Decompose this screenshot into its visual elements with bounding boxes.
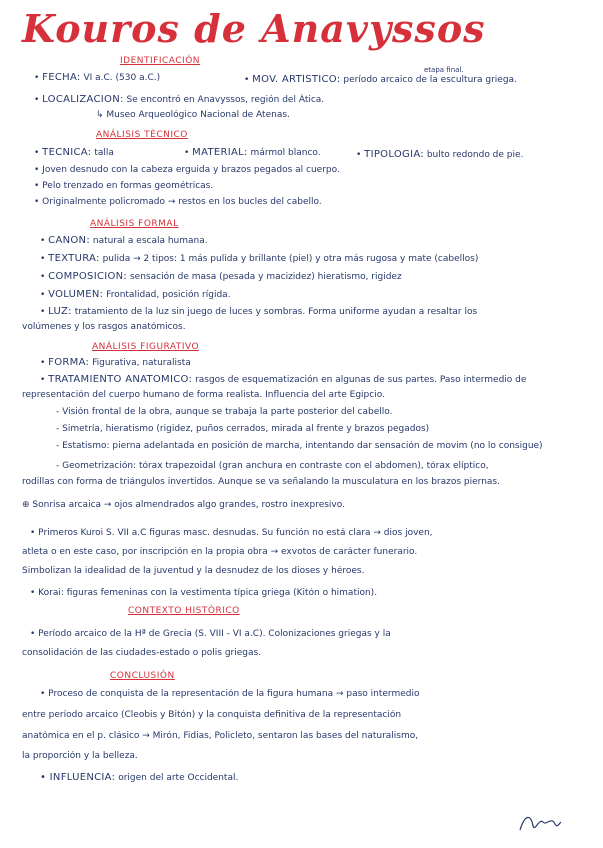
historical-line-1: • Período arcaico de la Hª de Grecia (S. VIII - VI a.C). Colonizaciones griegas y la (30, 629, 391, 639)
fecha-line: • FECHA: VI a.C. (530 a.C.) (34, 72, 161, 83)
fecha-value: VI a.C. (530 a.C.) (83, 73, 161, 83)
technical-text-1: Joven desnudo con la cabeza erguida y brazos pegados al cuerpo. (42, 165, 340, 175)
luz-line: • LUZ: tratamiento de la luz sin juego de luces y sombras. Forma uniforme ayudan a resaltar los (40, 306, 478, 317)
korai-line: • Korai: figuras femeninas con la vestimenta típica griega (Kitón o himation). (30, 588, 378, 598)
kouroi-line-1: • Primeros Kuroi S. VII a.C figuras masc. desnudas. Su función no está clara → dios joven, (30, 528, 433, 538)
technical-text-3: Originalmente policromado → restos en los bucles del cabello. (42, 197, 322, 207)
material-value: mármol blanco. (250, 148, 321, 158)
canon-line: • CANON: natural a escala humana. (40, 235, 208, 246)
material-line: • MATERIAL: mármol blanco. (184, 147, 321, 158)
composicion-value: sensación de masa (pesada y macizidez) hieratismo, rigidez (129, 272, 402, 282)
forma-line: • FORMA: Figurativa, naturalista (40, 357, 191, 368)
heading-conclusion: CONCLUSIÓN (110, 671, 175, 681)
heading-historical: CONTEXTO HISTÓRICO (128, 606, 240, 616)
mov-line: • MOV. ARTÍSTICO: período arcaico de la escultura griega. (244, 74, 517, 85)
luz-label: LUZ: (48, 306, 72, 317)
tratamiento-value: rasgos de esquematización en algunas de sus partes. Paso intermedio de (195, 375, 527, 385)
conclusion-line-4: la proporción y la belleza. (22, 751, 138, 761)
technical-line-2: • Pelo trenzado en formas geométricas. (34, 181, 214, 191)
mov-note: etapa final. (424, 66, 464, 74)
kouroi-line-2: atleta o en este caso, por inscripción en la propia obra → exvotos de carácter funerario. (22, 547, 418, 557)
figurative-sub-1: - Visión frontal de la obra, aunque se trabaja la parte posterior del cabello. (56, 407, 393, 417)
museum-line: ↳ Museo Arqueológico Nacional de Atenas. (96, 110, 290, 120)
composicion-line: • COMPOSICIÓN: sensación de masa (pesada y macizidez) hieratismo, rigidez (40, 271, 402, 282)
luz-line-2: volúmenes y los rasgos anatómicos. (22, 322, 186, 332)
volumen-label: VOLUMEN: (48, 289, 104, 300)
page-title: Kouros de Anavyssos (22, 6, 486, 51)
tecnica-label: TÉCNICA: (42, 147, 92, 158)
influencia-line (40, 772, 238, 784)
historical-line-2: consolidación de las ciudades-estado o polis griegas. (22, 648, 262, 658)
textura-value: pulida → 2 tipos: 1 más pulida y brillante (piel) y otra más rugosa y mate (cabellos) (102, 254, 479, 264)
textura-label: TEXTURA: (48, 253, 100, 264)
tratamiento-line-2: representación del cuerpo humano de forma realista. Influencia del arte Egipcio. (22, 390, 385, 400)
volumen-value: Frontalidad, posición rígida. (106, 290, 231, 300)
luz-value: tratamiento de la luz sin juego de luces y sombras. Forma uniforme ayudan a resaltar los (74, 307, 478, 317)
sonrisa-line: ⊕ Sonrisa arcaica → ojos almendrados algo grandes, rostro inexpresivo. (22, 500, 345, 510)
tecnica-line: • TÉCNICA: talla (34, 147, 114, 158)
figurative-sub-5: rodillas con forma de triángulos invertidos. Aunque se va señalando la musculatura en los brazos piernas. (22, 477, 500, 487)
technical-line-3: • Originalmente policromado → restos en los bucles del cabello. (34, 197, 322, 207)
figurative-sub-4: - Geometrización: tórax trapezoidal (gran anchura en contraste con el abdomen), tórax elíptico, (56, 461, 489, 471)
tratamiento-line: • TRATAMIENTO ANATÓMICO: rasgos de esquematización en algunas de sus partes. Paso intermedio de (40, 374, 527, 385)
forma-label: FORMA: (48, 357, 90, 368)
tipologia-line: • TIPOLOGÍA: bulto redondo de pie. (356, 149, 524, 160)
tipologia-value: bulto redondo de pie. (426, 150, 524, 160)
heading-formal: ANÁLISIS FORMAL (90, 219, 179, 229)
conclusion-line-2: entre período arcaico (Cleobis y Bitón) y la conquista definitiva de la representación (22, 710, 402, 720)
canon-value: natural a escala humana. (92, 236, 208, 246)
forma-value: Figurativa, naturalista (92, 358, 191, 368)
heading-identification: IDENTIFICACIÓN (120, 56, 201, 66)
mov-label: MOV. ARTÍSTICO: (252, 74, 341, 85)
loc-line: • LOCALIZACIÓN: Se encontró en Anavyssos, región del Ática. (34, 94, 325, 105)
loc-value: Se encontró en Anavyssos, región del Ática. (126, 95, 325, 105)
volumen-line: • VOLUMEN: Frontalidad, posición rígida. (40, 289, 231, 300)
material-label: MATERIAL: (192, 147, 248, 158)
kouroi-line-3: Simbolizan la idealidad de la juventud y la desnudez de los dioses y héroes. (22, 566, 365, 576)
composicion-label: COMPOSICIÓN: (48, 271, 128, 282)
signature-scribble (517, 810, 563, 834)
textura-line: • TEXTURA: pulida → 2 tipos: 1 más pulida y brillante (piel) y otra más rugosa y mate (cabellos) (40, 253, 479, 264)
tratamiento-label: TRATAMIENTO ANATÓMICO: (48, 374, 193, 385)
fecha-label: FECHA: (42, 72, 81, 83)
heading-technical: ANÁLISIS TÉCNICO (96, 130, 188, 140)
influencia-label: • INFLUENCIA: (40, 772, 116, 783)
tecnica-value: talla (94, 148, 114, 158)
mov-value: período arcaico de la escultura griega. (343, 75, 517, 85)
conclusion-line-3: anatómica en el p. clásico → Mirón, Fidias, Policleto, sentaron las bases del naturalismo, (22, 731, 419, 741)
technical-line-1: • Joven desnudo con la cabeza erguida y brazos pegados al cuerpo. (34, 165, 340, 175)
tipologia-label: TIPOLOGÍA: (364, 149, 424, 160)
figurative-sub-2: - Simetría, hieratismo (rigidez, puños cerrados, mirada al frente y brazos pegados) (56, 424, 430, 434)
influencia-value: origen del arte Occidental. (118, 773, 239, 783)
conclusion-line-1: • Proceso de conquista de la representación de la figura humana → paso intermedio (40, 689, 420, 699)
technical-text-2: Pelo trenzado en formas geométricas. (42, 181, 214, 191)
loc-label: LOCALIZACIÓN: (42, 94, 124, 105)
canon-label: CANON: (48, 235, 90, 246)
figurative-sub-3: - Estatismo: pierna adelantada en posición de marcha, intentando dar sensación de movim (no lo consigue) (56, 441, 543, 451)
heading-figurative: ANÁLISIS FIGURATIVO (92, 342, 200, 352)
sonrisa-text: Sonrisa arcaica → ojos almendrados algo grandes, rostro inexpresivo. (32, 500, 345, 510)
